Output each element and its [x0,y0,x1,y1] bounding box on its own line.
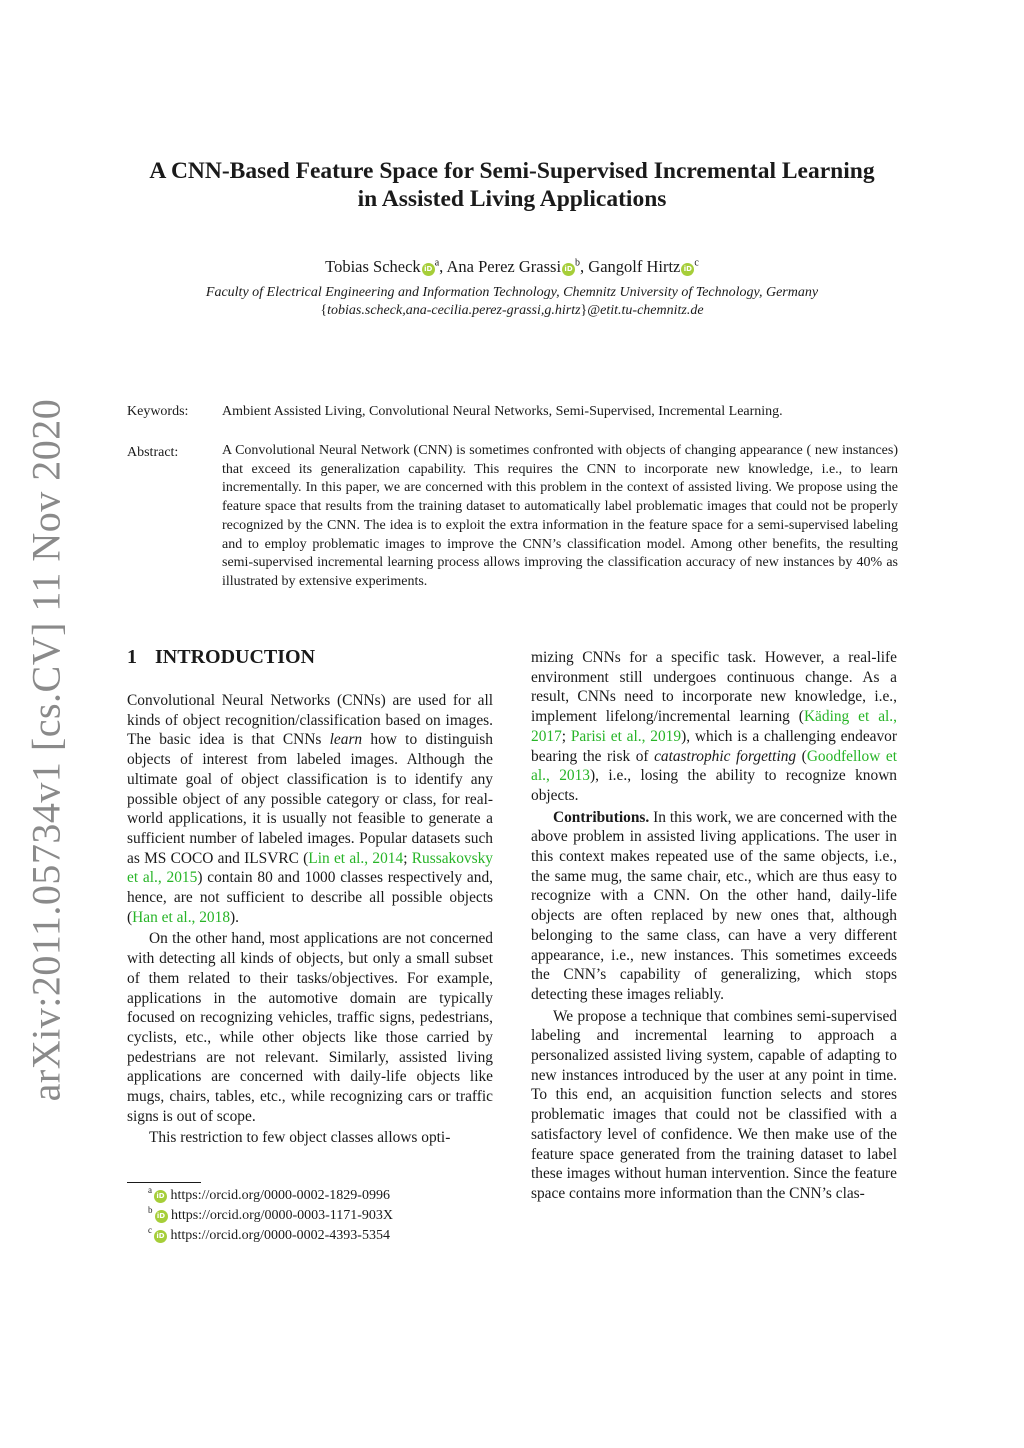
citation-link[interactable]: Han et al., 2018 [132,908,231,926]
author-list: Tobias Scheck $iD^a$, Ana Perez Grassi $iD^b$, Gangolf Hirtz $iD^c$ [325,257,699,276]
paragraph: This restriction to few object classes allows opti- [149,1129,451,1147]
paragraph: On the other hand, most applications are not concerned with detecting all kinds of objects, but only a small subset of them related to their tasks/objectives. For example, applications in the automotive domain are typically focused on recognizing vehicles, traffic signs, pedestrians, cyclists, etc., while other objects like those carried by pedestrians are not relevant. Similarly, assisted living applications are concerned with daily-life objects like mugs, chairs, tables, etc., while recognizing cars or traffic signs is out of scope. [127,930,493,1125]
emphasis: catastrophic forgetting [654,747,797,765]
paragraph [531,808,897,1005]
footnote-mark: a [148,1185,152,1196]
author-mark: a [434,257,440,269]
orcid-icon: iD [155,1210,168,1223]
paragraph [127,691,493,927]
text-run: mizing CNNs for a specific task. However, a real-life environment still undergoes continuous change. As a result, CNNs need to incorporate new knowledge, i.e., implement lifelong/incremental learning ( [531,649,897,726]
footnote [148,1226,393,1246]
affiliation: Faculty of Electrical Engineering and Information Technology, Chemnitz University of Technology, Germany [205,285,819,300]
title-line-2: in Assisted Living Applications [357,186,667,212]
author-name: Ana Perez Grassi [446,257,562,276]
paragraph [531,648,897,806]
email-names: tobias.scheck,ana-cecilia.perez-grassi,g.hirtz [327,303,581,318]
section-heading [127,645,315,669]
left-column [127,691,493,1148]
orcid-link[interactable]: https://orcid.org/0000-0002-1829-0996 [170,1188,390,1203]
footnote [148,1186,393,1206]
section-title: INTRODUCTION [155,646,316,668]
text-run: ; [403,849,412,867]
orcid-link[interactable]: https://orcid.org/0000-0003-1171-903X [171,1208,394,1223]
arxiv-identifier: arXiv:2011.05734v1 [cs.CV] 11 Nov 2020 [23,398,69,1102]
citation-link[interactable]: Lin et al., 2014 [308,849,404,867]
text-run: ) contain 80 and 1000 classes respectively and, hence, are not sufficient to describe all possible objects ( [127,869,493,926]
author-emails [110,301,914,320]
email-brace-open: { [320,303,328,318]
citation-link[interactable]: Goodfellow et al., 2013 [531,747,897,785]
author-mark: c [694,257,699,269]
title-line-1: A CNN-Based Feature Space for Semi-Supervised Incremental Learning [149,158,875,184]
email-brace-close: } [580,303,588,318]
author-mark: b [575,257,581,269]
abstract-label: Abstract: [127,445,179,460]
email-domain: @etit.tu-chemnitz.de [587,303,704,318]
citation-link[interactable]: Käding et al., 2017 [531,708,898,745]
paragraph: We propose a technique that combines semi-supervised labeling and incremental learning to approach a personalized assisted living system, capable of adapting to new instances introduced by the user at any point in time. To this end, an acquisition function selects and stores problematic images that could not be classified with a satisfactory level of confidence. We then make use of the feature space generated from the training dataset to label these images without human intervention. Since the feature space contains more information than the CNN’s clas- [531,1007,897,1202]
keywords-label: Keywords: [127,404,189,419]
abstract-text: A Convolutional Neural Network (CNN) is sometimes confronted with objects of changing appearance ( new instances) that exceed its generalization capability. This requires the CNN to incorporate new knowledge, i.e., to learn incrementally. In this paper, we are concerned with this problem in the context of assisted living. We propose using the feature space that results from the training dataset to automatically label problematic images that could not be properly recognized by the CNN. The idea is to exploit the extra information in the feature space for a semi-supervised labeling and to employ problematic images to improve the CNN’s classification model. Among other benefits, the resulting semi-supervised incremental learning process allows improving the classification accuracy of new instances by 40% as illustrated by extensive experiments. [222,443,898,589]
text-run: ). [230,908,239,926]
citation-link[interactable]: Russakovsky et al., 2015 [127,849,494,887]
orcid-icon[interactable]: iD [681,263,694,276]
text-run: ), i.e., losing the ability to recognize known objects. [531,767,897,804]
right-column [531,648,897,1204]
section-number: 1 [127,646,137,668]
emphasis: learn [329,731,363,749]
text-run: Convolutional Neural Networks (CNNs) are used for all kinds of object recognition/classification based on images. The basic idea is that CNNs [127,692,493,749]
text-run: ; [561,727,571,745]
author-name: Tobias Scheck [325,257,421,276]
footnote-mark: b [148,1205,153,1216]
orcid-link[interactable]: https://orcid.org/0000-0002-4393-5354 [170,1228,390,1243]
orcid-icon: iD [154,1230,167,1243]
text-run: In this work, we are concerned with the above problem in assisted living applications. The user in this context makes repeated use of the same objects, i.e., the same mug, the same chair, etc., which are thus easy to recognize with a CNN. On the other hand, daily-life objects are often replaced by new ones that, although belonging to the same class, can have a very different appearance, i.e., new instances. This sometimes exceeds the CNN’s capability of generalizing, which stops detecting these images reliably. [531,808,897,1003]
paper-title [110,157,914,213]
footnote-rule [127,1182,201,1183]
footnote [148,1206,393,1226]
orcid-icon: iD [154,1190,167,1203]
author-name: Gangolf Hirtz [588,257,681,276]
orcid-icon[interactable]: iD [562,263,575,276]
text-run: how to distinguish objects of interest from labeled images. Although the ultimate goal of object classification is to identify any possible object of any possible category or class, for real-world applications, it is usually not feasible to generate a sufficient number of labeled images. Popular datasets such as MS COCO and ILSVRC ( [127,731,493,867]
keywords-text: Ambient Assisted Living, Convolutional Neural Networks, Semi-Supervised, Incremental Learning. [222,404,783,419]
orcid-icon[interactable]: iD [422,263,435,276]
text-run: ), which is a challenging endeavor bearing the risk of [531,727,897,765]
run-in-heading: Contributions. [553,808,650,826]
footnote-mark: c [148,1225,152,1236]
footnotes [148,1186,393,1246]
citation-link[interactable]: Parisi et al., 2019 [570,727,682,745]
text-run: ( [796,747,807,765]
